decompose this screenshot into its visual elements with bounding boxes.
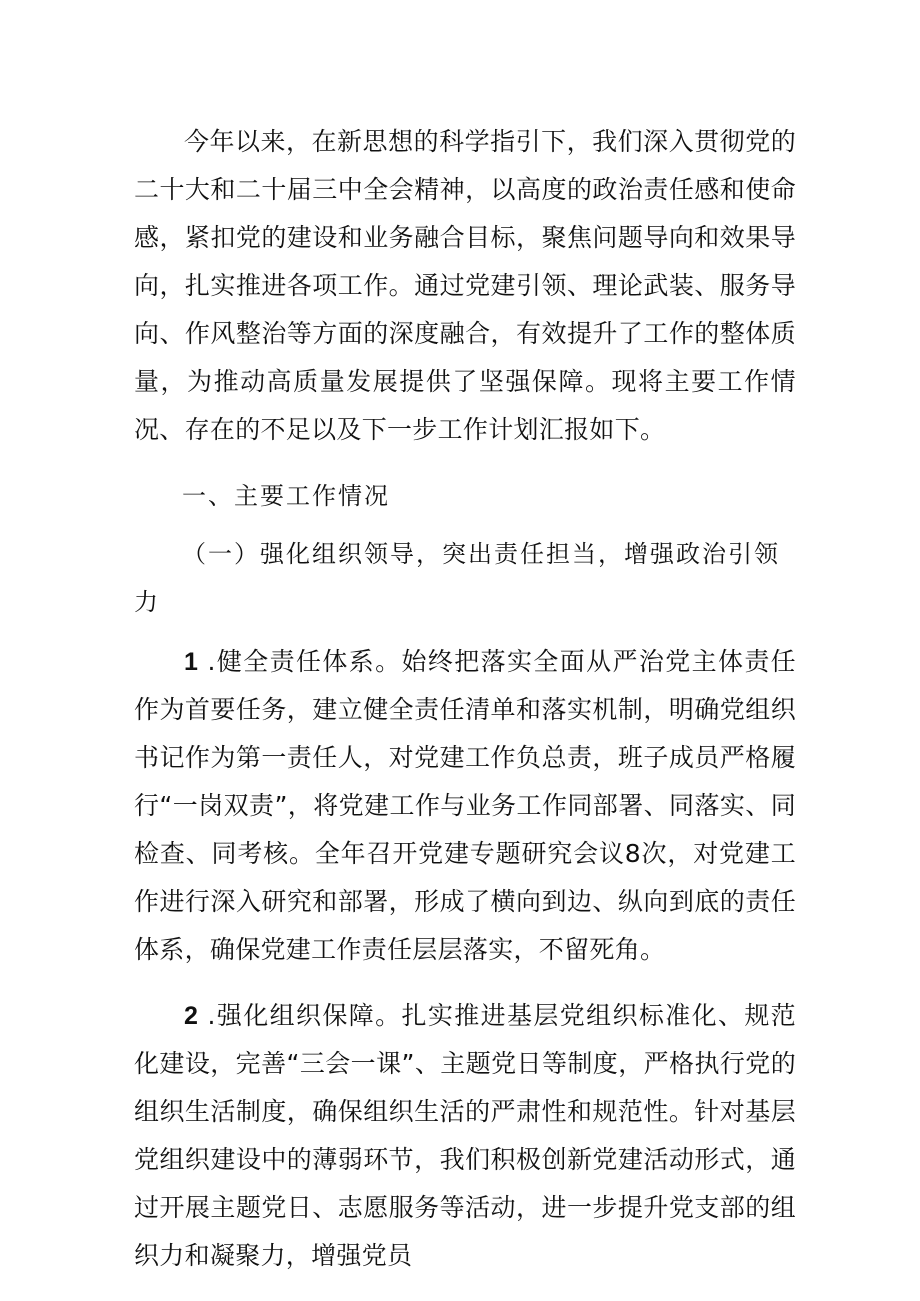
item-1-paragraph: [134, 638, 796, 974]
item-2-number: 2: [184, 1002, 199, 1030]
subsection-heading: （一）强化组织领导，突出责任担当，增强政治引领力: [134, 540, 780, 616]
intro-paragraph: 今年以来，在新思想的科学指引下，我们深入贯彻党的二十大和二十届三中全会精神，以高度的政治责任感和使命感，紧扣党的建设和业务融合目标，聚焦问题导向和效果导向，扎实推进各项工作。通过党建引领、理论武装、服务导向、作风整治等方面的深度融合，有效提升了工作的整体质量，为推动高质量发展提供了坚强保障。现将主要工作情况、存在的不足以及下一步工作计划汇报如下。: [134, 127, 796, 444]
item-1-number: 1: [184, 648, 199, 676]
item-1-text: .健全责任体系。始终把落实全面从严治党主体责任作为首要任务，建立健全责任清单和落实机制，明确党组织书记作为第一责任人，对党建工作负总责，班子成员严格履行“一岗双责”，将党建工作与业务工作同部署、同落实、同检查、同考核。全年召开党建专题研究会议8次，对党建工作进行深入研究和部署，形成了横向到边、纵向到底的责任体系，确保党建工作责任层层落实，不留死角。: [134, 647, 796, 964]
section-heading: 一、主要工作情况: [182, 482, 390, 510]
item-2-paragraph: [134, 992, 796, 1280]
item-2-text: .强化组织保障。扎实推进基层党组织标准化、规范化建设，完善“三会一课”、主题党日等制度，严格执行党的组织生活制度，确保组织生活的严肃性和规范性。针对基层党组织建设中的薄弱环节，我们积极创新党建活动形式，通过开展主题党日、志愿服务等活动，进一步提升党支部的组织力和凝聚力，增强党员: [134, 1001, 796, 1270]
